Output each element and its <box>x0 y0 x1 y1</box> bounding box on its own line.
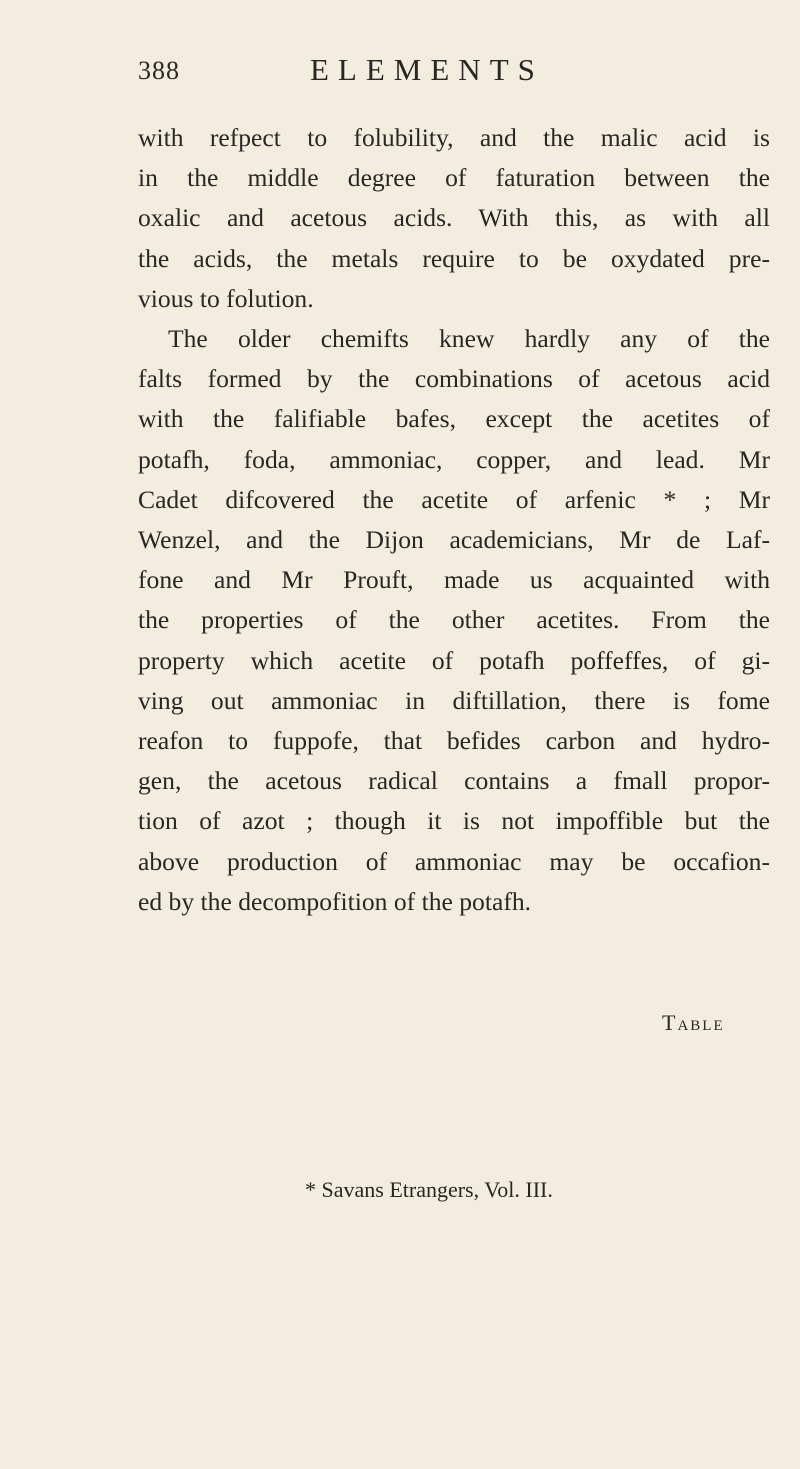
text-line: tion of azot ; though it is not impoffible but the <box>138 806 770 836</box>
text-line: gen, the acetous radical contains a fmall propor- <box>138 766 770 796</box>
catchword: Table <box>662 1010 725 1035</box>
text-line: ed by the decompofition of the potafh. <box>138 886 532 916</box>
text-line: fone and Mr Prouft, made us acquainted with <box>138 565 770 595</box>
text-line: vious to folution. <box>138 283 314 313</box>
text-line: above production of ammoniac may be occafion- <box>138 846 770 876</box>
running-head <box>138 52 698 102</box>
text-line: property which acetite of potafh poffeffes, of gi- <box>138 645 770 675</box>
text-line: with refpect to folubility, and the malic acid is <box>138 123 770 152</box>
text-line: falts formed by the combinations of acetous acid <box>138 364 770 394</box>
text-line: the acids, the metals require to be oxydated pre- <box>138 243 770 273</box>
page-number: 388 <box>138 56 180 85</box>
body-text <box>138 118 770 922</box>
text-line: ving out ammoniac in diftillation, there is fome <box>138 685 770 715</box>
text-line: Cadet difcovered the acetite of arfenic * ; Mr <box>138 484 770 514</box>
text-line: potafh, foda, ammoniac, copper, and lead. Mr <box>138 444 770 474</box>
text-line: with the falifiable bafes, except the acetites of <box>138 404 770 434</box>
text-line: Wenzel, and the Dijon academicians, Mr de Laf- <box>138 525 770 555</box>
running-title: ELEMENTS <box>310 52 544 87</box>
text-line: in the middle degree of faturation between the <box>138 163 770 193</box>
text-line: reafon to fuppofe, that befides carbon and hydro- <box>138 726 770 756</box>
text-line: oxalic and acetous acids. With this, as with all <box>138 203 770 233</box>
text-line: The older chemifts knew hardly any of the <box>168 324 770 354</box>
footnote: * Savans Etrangers, Vol. III. <box>305 1177 553 1202</box>
text-line: the properties of the other acetites. From the <box>138 605 770 635</box>
